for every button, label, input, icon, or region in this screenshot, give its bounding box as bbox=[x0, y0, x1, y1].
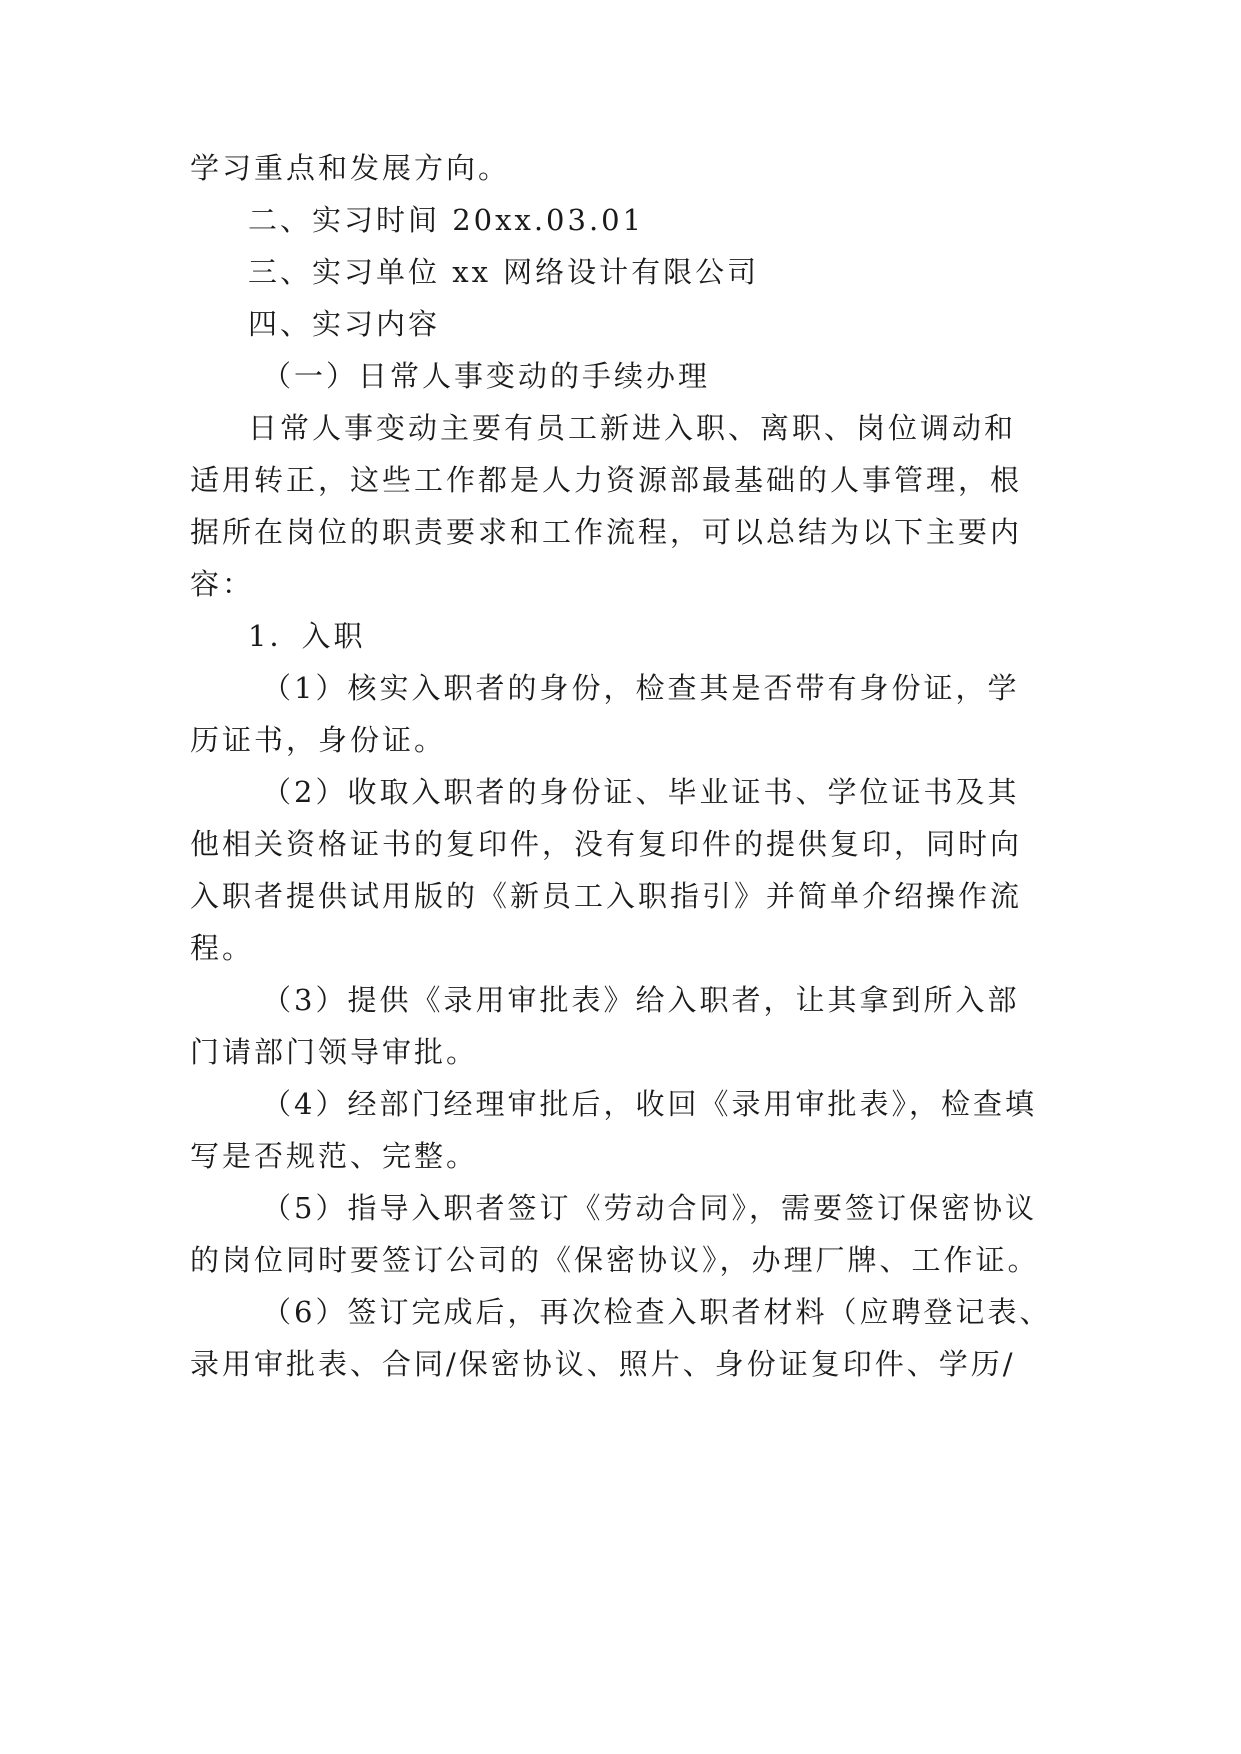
list-item-3: （3）提供《录用审批表》给入职者，让其拿到所入部 bbox=[262, 983, 1020, 1017]
paragraph-line: 适用转正，这些工作都是人力资源部最基础的人事管理，根 bbox=[190, 463, 1023, 497]
paragraph-line: 日常人事变动主要有员工新进入职、离职、岗位调动和 bbox=[248, 411, 1017, 445]
heading-internship-content: 四、实习内容 bbox=[248, 307, 441, 341]
list-item-6-cont: 录用审批表、合同/保密协议、照片、身份证复印件、学历/ bbox=[190, 1347, 1016, 1381]
paragraph-line: 据所在岗位的职责要求和工作流程，可以总结为以下主要内 bbox=[190, 515, 1023, 549]
list-item-2: （2）收取入职者的身份证、毕业证书、学位证书及其 bbox=[262, 775, 1020, 809]
list-item-2-cont: 入职者提供试用版的《新员工入职指引》并简单介绍操作流 bbox=[190, 879, 1023, 913]
paragraph-line: 容： bbox=[190, 567, 255, 601]
list-item-2-cont: 他相关资格证书的复印件，没有复印件的提供复印，同时向 bbox=[190, 827, 1023, 861]
list-item-5: （5）指导入职者签订《劳动合同》，需要签订保密协议 bbox=[262, 1191, 1037, 1225]
list-item-2-cont: 程。 bbox=[190, 931, 255, 965]
heading-internship-unit: 三、实习单位 xx 网络设计有限公司 bbox=[248, 255, 760, 289]
list-item-1-cont: 历证书，身份证。 bbox=[190, 723, 447, 757]
heading-internship-time: 二、实习时间 20xx.03.01 bbox=[248, 203, 645, 237]
list-item-4: （4）经部门经理审批后，收回《录用审批表》，检查填 bbox=[262, 1087, 1037, 1121]
list-item-5-cont: 的岗位同时要签订公司的《保密协议》，办理厂牌、工作证。 bbox=[190, 1243, 1040, 1277]
list-item-4-cont: 写是否规范、完整。 bbox=[190, 1139, 479, 1173]
text-line-continuation: 学习重点和发展方向。 bbox=[190, 151, 511, 185]
list-item-3-cont: 门请部门领导审批。 bbox=[190, 1035, 479, 1069]
list-item-1: （1）核实入职者的身份，检查其是否带有身份证，学 bbox=[262, 671, 1020, 705]
subheading-onboarding: 1．入职 bbox=[248, 619, 366, 653]
subheading-personnel-changes: （一）日常人事变动的手续办理 bbox=[262, 359, 711, 393]
list-item-6: （6）签订完成后，再次检查入职者材料（应聘登记表、 bbox=[262, 1295, 1052, 1329]
